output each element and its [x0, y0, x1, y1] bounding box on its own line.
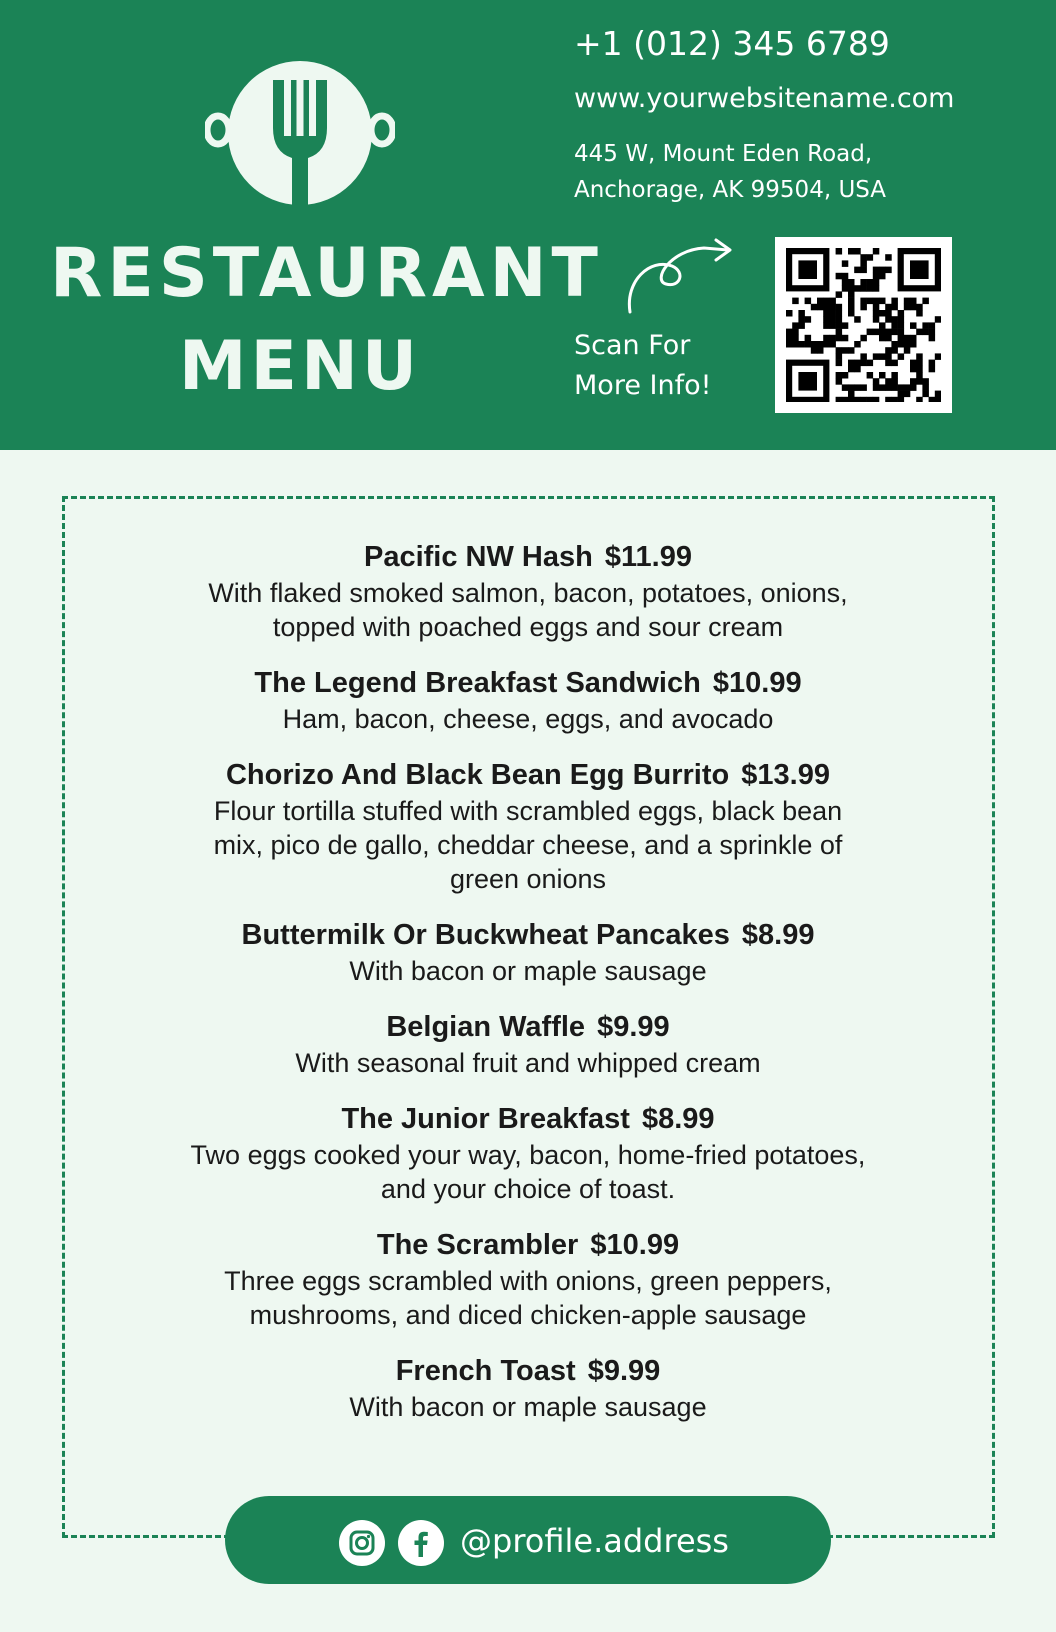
address-line-1: 445 W, Mount Eden Road,	[574, 141, 873, 167]
item-price: $9.99	[597, 1011, 670, 1043]
desc-line: Two eggs cooked your way, bacon, home-fried potatoes,	[190, 1140, 866, 1170]
desc-line: green onions	[449, 864, 607, 894]
item-price: $8.99	[741, 919, 815, 951]
desc-line: Flour tortilla stuffed with scrambled eggs, black bean	[213, 796, 843, 826]
menu-item	[120, 1008, 936, 1080]
desc-line: mix, pico de gallo, cheddar cheese, and a sprinkle of	[213, 830, 843, 860]
desc-line: topped with poached eggs and sour cream	[272, 612, 784, 642]
item-description	[120, 1264, 936, 1332]
item-name: The Legend Breakfast Sandwich	[254, 667, 701, 699]
item-name: Pacific NW Hash	[363, 541, 593, 573]
item-price: $10.99	[590, 1229, 680, 1261]
item-price: $8.99	[641, 1103, 715, 1135]
address-line-2: Anchorage, AK 99504, USA	[574, 177, 887, 203]
item-name: The Scrambler	[376, 1229, 579, 1261]
desc-line: With flaked smoked salmon, bacon, potatoes, onions,	[208, 578, 848, 608]
item-name: Buttermilk Or Buckwheat Pancakes	[241, 919, 730, 951]
item-description	[120, 1046, 936, 1080]
facebook-icon[interactable]	[398, 1520, 444, 1566]
item-price: $13.99	[741, 759, 830, 791]
menu-item	[120, 538, 936, 644]
item-description	[120, 954, 936, 988]
pot-fork-icon	[205, 58, 395, 208]
item-name: French Toast	[395, 1355, 576, 1387]
menu-item	[120, 1226, 936, 1332]
menu-list	[120, 538, 936, 1444]
item-description	[120, 702, 936, 736]
item-price: $9.99	[587, 1355, 661, 1387]
item-description	[120, 1138, 936, 1206]
item-price: $11.99	[604, 541, 692, 573]
social-pill	[225, 1496, 831, 1584]
qr-code-pattern	[786, 248, 941, 402]
menu-item	[120, 1100, 936, 1206]
scan-label-line1: Scan For	[574, 330, 691, 361]
desc-line: With bacon or maple sausage	[349, 956, 707, 986]
desc-line: mushrooms, and diced chicken-apple sausage	[249, 1300, 807, 1330]
item-name: Chorizo And Black Bean Egg Burrito	[225, 759, 730, 791]
curved-arrow-icon	[620, 236, 740, 320]
desc-line: Ham, bacon, cheese, eggs, and avocado	[282, 704, 774, 734]
item-name: The Junior Breakfast	[341, 1103, 630, 1135]
item-description	[120, 576, 936, 644]
menu-item	[120, 756, 936, 896]
social-handle[interactable]: @profile.address	[460, 1522, 729, 1560]
item-description	[120, 1390, 936, 1424]
desc-line: With seasonal fruit and whipped cream	[295, 1048, 761, 1078]
desc-line: With bacon or maple sausage	[349, 1392, 707, 1422]
menu-item	[120, 664, 936, 736]
item-price: $10.99	[712, 667, 802, 699]
desc-line: and your choice of toast.	[380, 1174, 676, 1204]
page-title-line2: MENU	[178, 327, 422, 406]
item-name: Belgian Waffle	[386, 1011, 586, 1043]
scan-label-line2: More Info!	[574, 370, 712, 401]
item-description	[120, 794, 936, 896]
menu-item	[120, 1352, 936, 1424]
website-link[interactable]: www.yourwebsitename.com	[574, 83, 955, 114]
instagram-icon[interactable]	[339, 1520, 385, 1566]
menu-item	[120, 916, 936, 988]
phone-number[interactable]: +1 (012) 345 6789	[574, 24, 890, 63]
page-title-line1: RESTAURANT	[50, 234, 603, 313]
header-band	[0, 0, 1056, 450]
qr-code[interactable]	[775, 237, 952, 413]
desc-line: Three eggs scrambled with onions, green peppers,	[224, 1266, 832, 1296]
